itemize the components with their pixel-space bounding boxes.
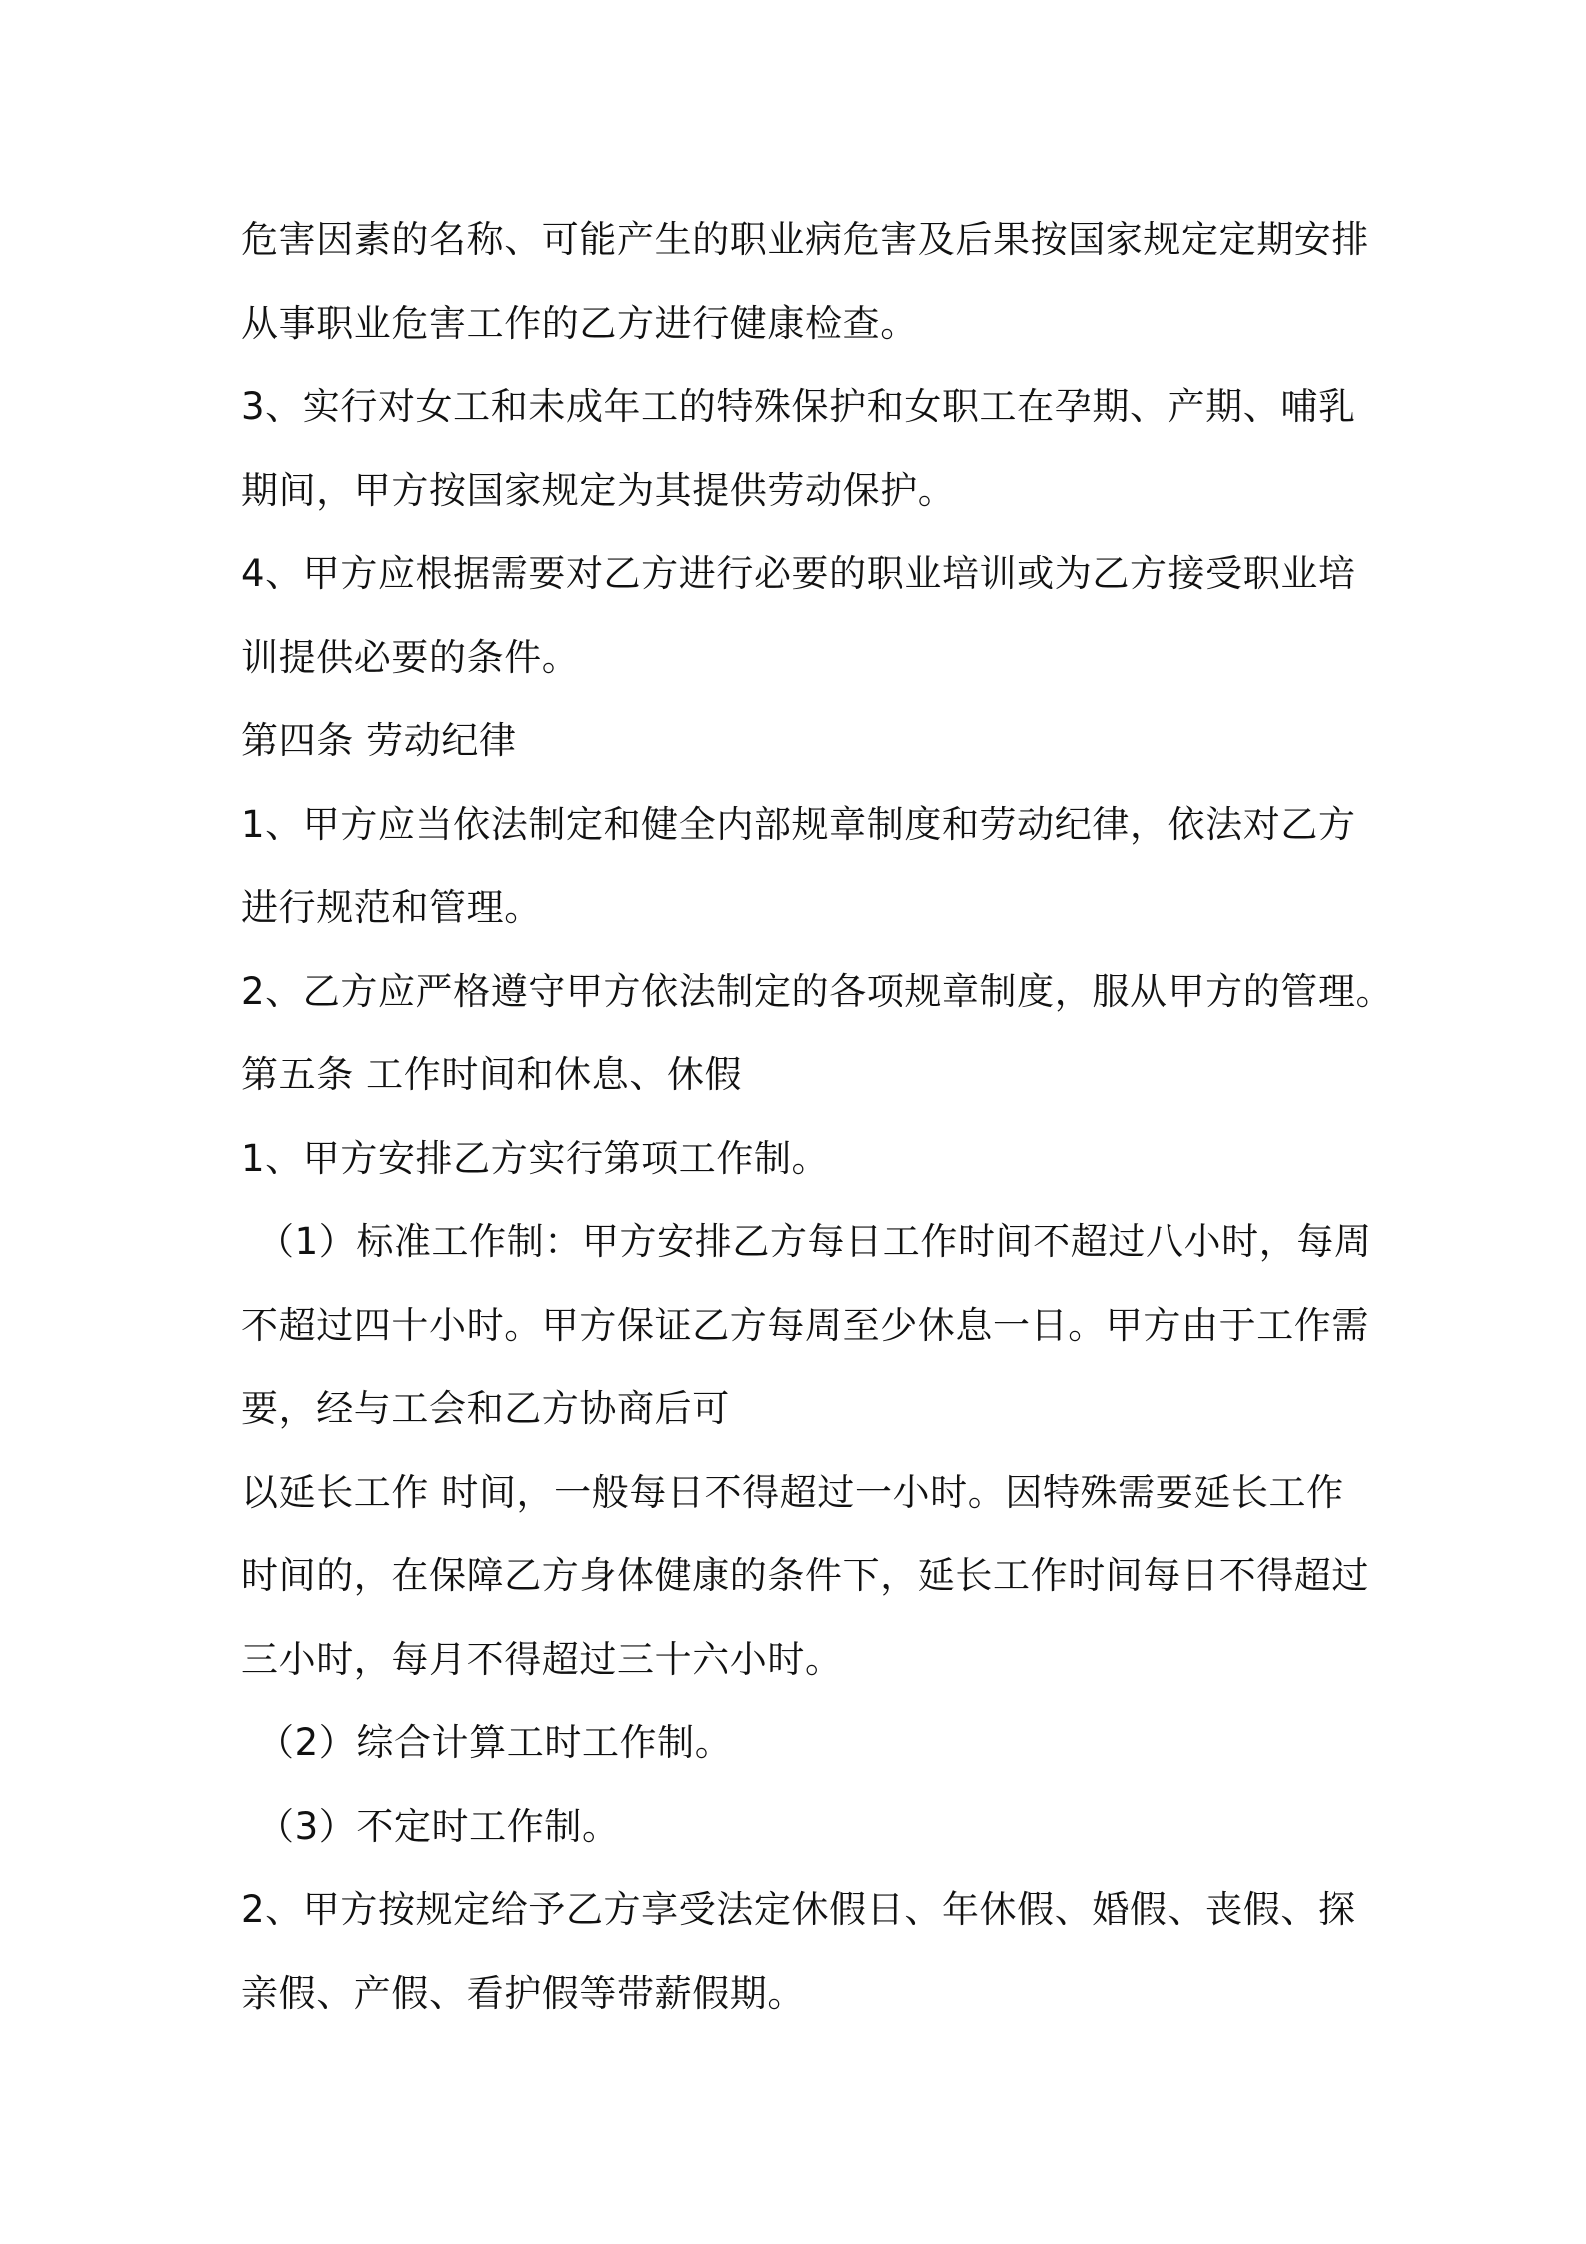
paragraph-line: 不超过四十小时。甲方保证乙方每周至少休息一日。甲方由于工作需 — [241, 1303, 1369, 1347]
paragraph-line: 训提供必要的条件。 — [241, 635, 580, 679]
clause-2-line: 2、乙方应严格遵守甲方依法制定的各项规章制度，服从甲方的管理。 — [241, 969, 1394, 1013]
paragraph-line: 危害因素的名称、可能产生的职业病危害及后果按国家规定定期安排 — [241, 218, 1369, 261]
paragraph-line: 期间，甲方按国家规定为其提供劳动保护。 — [241, 468, 956, 512]
paragraph-line: 要，经与工会和乙方协商后可 — [241, 1387, 730, 1430]
paragraph-line: 三小时，每月不得超过三十六小时。 — [241, 1637, 843, 1681]
paragraph-line: 以延长工作 时间，一般每日不得超过一小时。因特殊需要延长工作 — [241, 1470, 1344, 1514]
paragraph-line: 亲假、产假、看护假等带薪假期。 — [241, 1971, 805, 2015]
document-body — [241, 198, 1394, 2035]
paragraph-line: 从事职业危害工作的乙方进行健康检查。 — [241, 301, 918, 345]
article-5-heading: 第五条 工作时间和休息、休假 — [241, 1053, 743, 1096]
clause-1-line: 1、甲方安排乙方实行第项工作制。 — [241, 1136, 830, 1180]
paragraph-line: 进行规范和管理。 — [241, 886, 542, 929]
article-4-heading: 第四条 劳动纪律 — [241, 719, 517, 762]
clause-2-line: 2、甲方按规定给予乙方享受法定休假日、年休假、婚假、丧假、探 — [241, 1888, 1356, 1931]
subclause-3-line: （3）不定时工作制。 — [257, 1804, 620, 1848]
subclause-1-line: （1）标准工作制：甲方安排乙方每日工作时间不超过八小时，每周 — [257, 1220, 1372, 1263]
clause-4-line: 4、甲方应根据需要对乙方进行必要的职业培训或为乙方接受职业培 — [241, 552, 1356, 595]
paragraph-line: 时间的，在保障乙方身体健康的条件下，延长工作时间每日不得超过 — [241, 1554, 1369, 1597]
subclause-2-line: （2）综合计算工时工作制。 — [257, 1721, 733, 1764]
clause-3-line: 3、实行对女工和未成年工的特殊保护和女职工在孕期、产期、哺乳 — [241, 385, 1356, 428]
clause-1-line: 1、甲方应当依法制定和健全内部规章制度和劳动纪律，依法对乙方 — [241, 802, 1356, 846]
